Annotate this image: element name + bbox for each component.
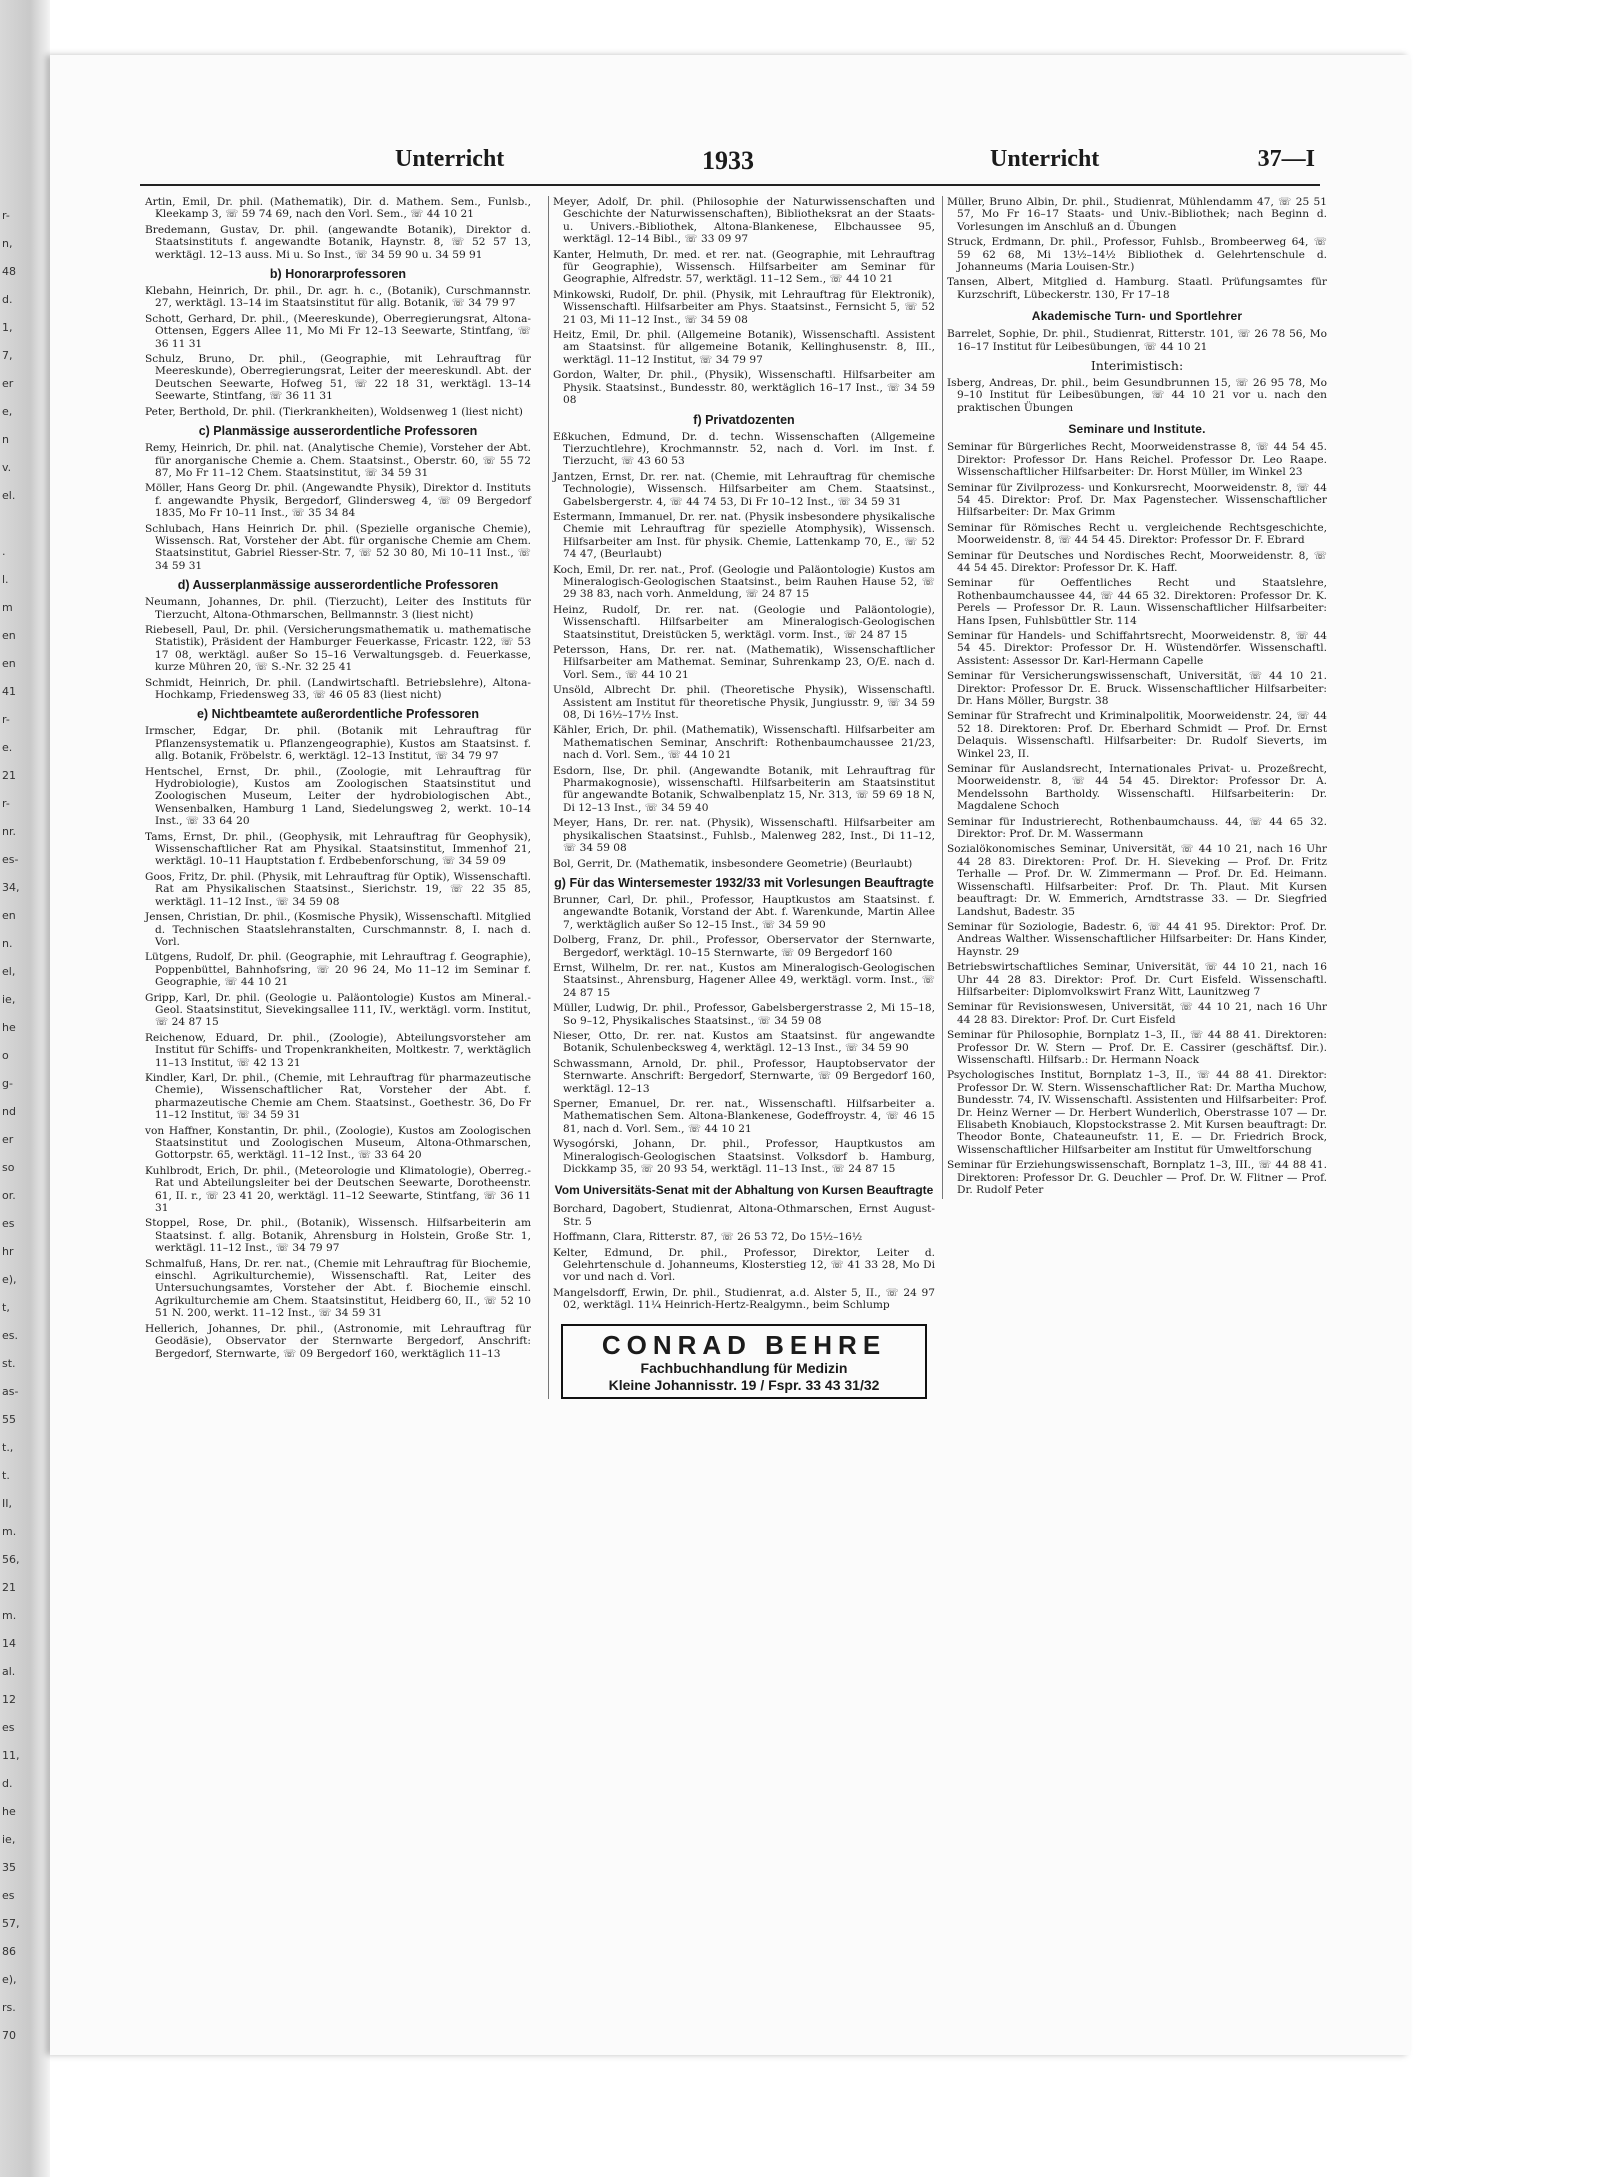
margin-fragment: nd [2, 1105, 16, 1118]
margin-fragment: 70 [2, 2029, 16, 2042]
directory-entry: Sozialökonomisches Seminar, Universität, ☏ 44 10 21, nach 16 Uhr 44 28 83. Direktoren: Prof. Dr. H. Sieveking — Prof. Dr. Fritz Terhalle — Prof. Dr. W. Zimmermann — Prof. Dr. Ed. Heimann. Wissenschaftl. Hilfsarbeiter: Prof. Dr. Th. Plaut. Mit Kursen beauftragt: Dr. W. Emmerich, Arndtstrasse 33. — Dr. Siegfried Landshut, Badestr. 35 [947, 843, 1327, 918]
margin-fragment: 48 [2, 265, 16, 278]
directory-entry: Peter, Berthold, Dr. phil. (Tierkrankheiten), Woldsenweg 1 (liest nicht) [145, 405, 523, 418]
directory-entry: Remy, Heinrich, Dr. phil. nat. (Analytische Chemie), Vorsteher der Abt. für anorganische Chemie a. Chem. Staatsinst., Oberstr. 60, ☏ 55 72 87, Mo Fr 11–12 Chem. Staatsinstitut, ☏ 34 59 31 [145, 442, 531, 479]
margin-fragment: e. [2, 741, 13, 754]
margin-fragment: n, [2, 237, 13, 250]
margin-fragment: 56, [2, 1553, 20, 1566]
directory-entry: Psychologisches Institut, Bornplatz 1–3, II., ☏ 44 88 41. Direktor: Professor Dr. W. Stern. Wissenschaftlicher Rat: Dr. Martha Muchow, Bundesstr. 74, IV. Wissenschaftl. Assistenten und Hilfsarbeiter: Prof. Dr. Heinz Werner — Dr. Herbert Wunderlich, Oberstrasse 107 — Dr. Elisabeth Knobiauch, Klopstockstrasse 2. Mit Kursen beauftragt: Dr. Theodor Bonte, Chateauneufstr. 11, E. — Dr. Friedrich Brock, Wissenschaftlicher Hilfsarbeiter am Institut für Umweltforschung [947, 1069, 1327, 1156]
directory-entry: Sperner, Emanuel, Dr. rer. nat., Wissenschaftl. Hilfsarbeiter a. Mathematischen Sem. Altona-Blankenese, Godeffroystr. 4, ☏ 46 15 81, nach d. Vorl. Sem., ☏ 44 10 21 [553, 1098, 935, 1135]
directory-entry: Seminar für Soziologie, Badestr. 6, ☏ 44 41 95. Direktor: Prof. Dr. Andreas Walther. Wissenschaftlicher Hilfsarbeiter: Dr. Hans Kinder, Haynstr. 29 [947, 920, 1327, 958]
margin-fragment: es [2, 1721, 15, 1734]
margin-fragment: r- [2, 713, 10, 726]
margin-fragment: 34, [2, 881, 20, 894]
margin-fragment: 11, [2, 1749, 20, 1762]
margin-fragment: 12 [2, 1693, 16, 1706]
margin-fragment: he [2, 1805, 16, 1818]
interim-label: Interimistisch: [1090, 358, 1184, 374]
margin-fragment: so [2, 1161, 15, 1174]
margin-fragment: l. [2, 573, 9, 586]
directory-entry: Schwassmann, Arnold, Dr. phil., Professor, Hauptobservator der Sternwarte. Anschrift: Bergedorf, Sternwarte, ☏ 09 Bergedorf 160, werktägl. 12–13 [553, 1057, 935, 1095]
column-right [942, 196, 1327, 1199]
directory-entry: Seminar für Oeffentliches Recht und Staatslehre, Rothenbaumchaussee 44, ☏ 44 65 32. Direktoren: Professor Dr. K. Perels — Professor Dr. R. Laun. Wissenschaftlicher Hilfsarbeiter: Hans Ipsen, Fuhlsbüttler Str. 114 [947, 577, 1327, 627]
directory-entry: Kähler, Erich, Dr. phil. (Mathematik), Wissenschaftl. Hilfsarbeiter am Mathematischen Seminar, Anschrift: Rothenbaumchaussee 21/23, nach d. Vorl. Sem., ☏ 44 10 21 [553, 724, 935, 762]
directory-entry: Hoffmann, Clara, Ritterstr. 87, ☏ 26 53 72, Do 15½–16½ [553, 1231, 863, 1244]
margin-fragment: g- [2, 1077, 13, 1090]
directory-entry: Schmidt, Heinrich, Dr. phil. (Landwirtschaftl. Betriebslehre), Altona-Hochkamp, Friedensweg 33, ☏ 46 05 83 (liest nicht) [145, 676, 531, 701]
directory-page [140, 84, 1327, 1964]
section-heading: b) Honorarprofessoren [269, 267, 407, 282]
margin-fragment: e), [2, 1273, 17, 1286]
margin-fragment: m [2, 601, 13, 614]
directory-entry: Lütgens, Rudolf, Dr. phil. (Geographie, mit Lehrauftrag f. Geographie), Poppenbüttel, Bahnhofsring, ☏ 20 96 24, Mo 11–12 im Seminar f. Geographie, ☏ 44 10 21 [145, 951, 531, 989]
directory-entry: Wysogórski, Johann, Dr. phil., Professor, Hauptkustos am Mineralogisch-Geologischen Staatsinst. Volksdorf b. Hamburg, Dickkamp 35, ☏ 20 93 54, werktägl. 11–13 Inst., ☏ 24 87 15 [553, 1138, 935, 1176]
section-heading: Akademische Turn- und Sportlehrer [1031, 309, 1243, 324]
directory-entry: Dolberg, Franz, Dr. phil., Professor, Oberservator der Sternwarte, Bergedorf, werktägl. 10–15 Sternwarte, ☏ 09 Bergedorf 160 [553, 934, 935, 959]
margin-fragment: n [2, 433, 9, 446]
directory-entry: Unsöld, Albrecht Dr. phil. (Theoretische Physik), Wissenschaftl. Assistent am Institut für theoretische Physik, Jungiusstr. 9, ☏ 34 59 08, Di 16½–17½ Inst. [553, 684, 935, 722]
margin-fragment: r- [2, 797, 10, 810]
margin-fragment: t, [2, 1301, 10, 1314]
directory-entry: Petersson, Hans, Dr. rer. nat. (Mathematik), Wissenschaftlicher Hilfsarbeiter am Mathemat. Seminar, Suhrenkamp 23, O/E. nach d. Vorl. Sem., ☏ 44 10 21 [553, 644, 935, 681]
margin-fragment: en [2, 909, 16, 922]
header-right-title: Unterricht [990, 146, 1100, 172]
directory-entry: Kelter, Edmund, Dr. phil., Professor, Direktor, Leiter d. Gelehrtenschule d. Johanneums, Klosterstieg 12, ☏ 41 33 28, Mo Di vor und nach d. Vorl. [553, 1246, 935, 1284]
directory-entry: Meyer, Hans, Dr. rer. nat. (Physik), Wissenschaftl. Hilfsarbeiter am physikalischen Staatsinst., Fuhlsb., Malenweg 282, Inst., Di 11–12, ☏ 34 59 08 [553, 817, 935, 855]
directory-entry: Barrelet, Sophie, Dr. phil., Studienrat, Ritterstr. 101, ☏ 26 78 56, Mo 16–17 Institut für Leibesübungen, ☏ 44 10 21 [947, 328, 1327, 353]
margin-fragment: 7, [2, 349, 13, 362]
margin-fragment: d. [2, 293, 13, 306]
directory-entry: Gordon, Walter, Dr. phil., (Physik), Wissenschaftl. Hilfsarbeiter am Physik. Staatsinst., Bundesstr. 80, werktäglich 16–17 Inst., ☏ 34 59 08 [553, 369, 935, 407]
directory-entry: Seminar für Bürgerliches Recht, Moorweidenstrasse 8, ☏ 44 54 45. Direktor: Professor Dr. Hans Reichel. Professor Dr. Leo Raape. Wissenschaftlicher Hilfsarbeiter: Dr. Horst Müller, im Winkel 23 [947, 441, 1327, 479]
section-heading: d) Ausserplanmässige ausserordentliche Professoren [177, 578, 499, 593]
margin-fragment: 57, [2, 1917, 20, 1930]
margin-fragment: or. [2, 1189, 16, 1202]
directory-entry: Kuhlbrodt, Erich, Dr. phil., (Meteorologie und Klimatologie), Oberreg.-Rat und Abteilungsleiter bei der Deutschen Seewarte, Dorotheenstr. 61, II. r., ☏ 23 41 20, werktägl. 11–12 Seewarte, Stintfang, ☏ 36 11 31 [145, 1164, 531, 1215]
directory-entry: Goos, Fritz, Dr. phil. (Physik, mit Lehrauftrag für Optik), Wissenschaftl. Rat am Physikalischen Staatsinst., Sierichstr. 19, ☏ 22 35 85, werktägl. 11–12 Inst., ☏ 34 59 08 [145, 870, 531, 908]
directory-entry: Mangelsdorff, Erwin, Dr. phil., Studienrat, a.d. Alster 5, II., ☏ 24 97 02, werktägl. 11¼ Heinrich-Hertz-Realgymn., beim Schlump [553, 1286, 935, 1312]
directory-entry: Reichenow, Eduard, Dr. phil., (Zoologie), Abteilungsvorsteher am Institut für Schiffs- und Tropenkrankheiten, Moltkestr. 7, werktäglich 11–13 Institut, ☏ 42 13 21 [145, 1031, 531, 1069]
column-left [145, 196, 531, 1363]
running-header [140, 144, 1320, 186]
margin-fragment: 1, [2, 321, 13, 334]
directory-entry: Betriebswirtschaftliches Seminar, Universität, ☏ 44 10 21, nach 16 Uhr 44 28 83. Direktor: Prof. Dr. Curt Eisfeld. Wissenschaftl. Hilfsarbeiter: Diplomvolkswirt Franz Witt, Launitzweg 7 [947, 961, 1327, 998]
directory-entry: Artin, Emil, Dr. phil. (Mathematik), Dir. d. Mathem. Sem., Funlsb., Kleekamp 3, ☏ 59 74 69, nach den Vorl. Sem., ☏ 44 10 21 [145, 196, 531, 221]
directory-entry: Schulz, Bruno, Dr. phil., (Geographie, mit Lehrauftrag für Meereskunde), Oberregierungsrat, Leiter der meereskundl. Abt. der Deutschen Seewarte, Hofweg 51, ☏ 22 18 31, werktägl. 13–14 Seewarte, Stintfang, ☏ 36 11 31 [145, 353, 531, 403]
margin-fragment: st. [2, 1357, 16, 1370]
directory-entry: Bol, Gerrit, Dr. (Mathematik, insbesondere Geometrie) (Beurlaubt) [553, 857, 913, 870]
directory-entry: Seminar für Handels- und Schiffahrtsrecht, Moorweidenstr. 8, ☏ 44 54 45. Direktor: Professor Dr. H. Wüstendörfer. Wissenschaftl. Assistent: Assessor Dr. Karl-Hermann Capelle [947, 629, 1327, 667]
directory-entry: Müller, Bruno Albin, Dr. phil., Studienrat, Mühlendamm 47, ☏ 25 51 57, Mo Fr 16–17 Staats- und Univ.-Bibliothek; nach Beginn d. Vorlesungen im Anschluß an d. Übungen [947, 196, 1327, 233]
directory-entry: Eßkuchen, Edmund, Dr. d. techn. Wissenschaften (Allgemeine Tierzuchtlehre), Krochmannstr. 52, nach d. Vorl. im Inst. f. Tierzucht, ☏ 43 60 53 [553, 430, 935, 468]
margin-fragment: m. [2, 1609, 17, 1622]
directory-entry: Schmalfuß, Hans, Dr. rer. nat., (Chemie mit Lehrauftrag für Biochemie, einschl. Agrikulturchemie), Wissenschaftl. Rat, Leiter des Untersuchungsamtes, Vorsteher der Abt. f. Biochemie einschl. Agrikulturchemie am Chem. Staatsinstitut, Heidberg 60, II., ☏ 52 10 51 N. 200, werkt. 11–12 Inst., ☏ 34 59 31 [145, 1257, 531, 1320]
section-heading: e) Nichtbeamtete außerordentliche Professoren [196, 707, 480, 722]
directory-entry: Seminar für Philosophie, Bornplatz 1–3, II., ☏ 44 88 41. Direktoren: Professor Dr. W. Stern — Prof. Dr. E. Cassirer (geschäftsf. Dir.). Wissenschaftl. Hilfsarb.: Dr. Hermann Noack [947, 1029, 1327, 1066]
directory-entry: Minkowski, Rudolf, Dr. phil. (Physik, mit Lehrauftrag für Elektronik), Wissenschaftl. Hilfsarbeiter am Phys. Staatsinst., Fernsicht 5, ☏ 52 21 03, Mi 11–12 Inst., ☏ 34 59 08 [553, 288, 935, 326]
margin-fragment: nr. [2, 825, 16, 838]
directory-entry: Borchard, Dagobert, Studienrat, Altona-Othmarschen, Ernst August-Str. 5 [553, 1203, 935, 1228]
directory-entry: Meyer, Adolf, Dr. phil. (Philosophie der Naturwissenschaften und Geschichte der Naturwissenschaften), Bibliotheksrat an der Staats- u. Univers.-Bibliothek, Altona-Blankenese, Elbchaussee 95, werktägl. 12–14 Bibl., ☏ 33 09 97 [553, 196, 935, 246]
margin-fragment: en [2, 657, 16, 670]
directory-entry: Tansen, Albert, Mitglied d. Hamburg. Staatl. Prüfungsamtes für Kurzschrift, Lübeckerstr. 130, Fr 17–18 [947, 276, 1327, 301]
margin-fragment: as- [2, 1385, 19, 1398]
margin-fragment: hr [2, 1245, 14, 1258]
margin-fragment: el. [2, 489, 16, 502]
section-heading: c) Planmässige ausserordentliche Professoren [198, 424, 478, 439]
directory-entry: Estermann, Immanuel, Dr. rer. nat. (Physik insbesondere physikalische Chemie mit Lehrauftrag für spezielle Atomphysik), Wissensch. Hilfsarbeiter am Inst. für physik. Chemie, Lattenkamp 70, E., ☏ 52 74 47, (Beurlaubt) [553, 510, 935, 561]
section-heading: Seminare und Institute. [1068, 422, 1206, 437]
margin-fragment: m. [2, 1525, 17, 1538]
directory-entry: Kanter, Helmuth, Dr. med. et rer. nat. (Geographie, mit Lehrauftrag für Geographie), Wissensch. Hilfsarbeiter am Seminar für Geographie, Alfredstr. 57, werktägl. 11–12 Sem., ☏ 44 10 21 [553, 248, 935, 286]
margin-fragment: er [2, 377, 14, 390]
header-year: 1933 [702, 146, 754, 175]
margin-fragment: es- [2, 853, 19, 866]
margin-fragment: 41 [2, 685, 16, 698]
directory-entry: Möller, Hans Georg Dr. phil. (Angewandte Physik), Direktor d. Instituts f. angewandte Physik, Bergedorf, Glindersweg 4, ☏ 09 Bergedorf 1835, Mo Fr 10–11 Inst., ☏ 35 34 84 [145, 482, 531, 520]
margin-fragment: d. [2, 1777, 13, 1790]
margin-fragment: 55 [2, 1413, 16, 1426]
directory-entry: Tams, Ernst, Dr. phil., (Geophysik, mit Lehrauftrag für Geophysik), Wissenschaftlicher Rat am Physikal. Staatsinstitut, Immenhof 21, werktägl. 10–11 Hauptstation f. Erdbebenforschung, ☏ 34 59 09 [145, 830, 531, 868]
directory-entry: Struck, Erdmann, Dr. phil., Professor, Fuhlsb., Brombeerweg 64, ☏ 59 62 68, Mi 13½–14½ Bibliothek d. Gelehrtenschule d. Johanneums (Maria Louisen-Str.) [947, 236, 1327, 274]
margin-fragment: en [2, 629, 16, 642]
margin-fragment: 21 [2, 1581, 16, 1594]
directory-entry: Müller, Ludwig, Dr. phil., Professor, Gabelsbergerstrasse 2, Mi 15–18, So 9–12, Physikalisches Staatsinst., ☏ 34 59 08 [553, 1002, 935, 1027]
directory-entry: Bredemann, Gustav, Dr. phil. (angewandte Botanik), Direktor d. Staatsinstituts f. angewandte Botanik, Haynstr. 8, ☏ 52 57 13, werktägl. 12–13 auss. Mi u. So Inst., ☏ 34 59 90 u. 34 59 91 [145, 223, 531, 261]
bookshop-advertisement [561, 1324, 927, 1399]
directory-entry: Seminar für Versicherungswissenschaft, Universität, ☏ 44 10 21. Direktor: Professor Dr. E. Bruck. Wissenschaftlicher Hilfsarbeiter: Dr. Hans Möller, Burgstr. 38 [947, 670, 1327, 707]
margin-fragment: r- [2, 209, 10, 222]
margin-fragment: er [2, 1133, 14, 1146]
margin-fragment: rs. [2, 2001, 16, 2014]
directory-entry: Nieser, Otto, Dr. rer. nat. Kustos am Staatsinst. für angewandte Botanik, Schulenbecksweg 4, werktägl. 12–13 Inst., ☏ 34 59 90 [553, 1029, 935, 1055]
directory-entry: Schlubach, Hans Heinrich Dr. phil. (Spezielle organische Chemie), Wissensch. Rat, Vorsteher der Abt. für organische Chemie am Chem. Staatsinstitut, Gabriel Riesser-Str. 7, ☏ 52 30 80, Mi 10–11 Inst., ☏ 34 59 31 [145, 522, 531, 572]
directory-entry: Seminar für Römisches Recht u. vergleichende Rechtsgeschichte, Moorweidenstr. 8, ☏ 44 54 45. Direktor: Professor Dr. F. Ebrard [947, 521, 1327, 547]
directory-entry: von Haffner, Konstantin, Dr. phil., (Zoologie), Kustos am Zoologischen Staatsinstitut und Zoologischen Museum, Altona-Othmarschen, Gottorpstr. 65, werktägl. 11–12 Inst., ☏ 33 64 20 [145, 1124, 531, 1162]
directory-entry: Ernst, Wilhelm, Dr. rer. nat., Kustos am Mineralogisch-Geologischen Staatsinst., Ahrensburg, Hagener Allee 49, werktägl. vorm. Inst., ☏ 24 87 15 [553, 961, 935, 999]
margin-fragment: ie, [2, 993, 16, 1006]
margin-fragment: al. [2, 1665, 16, 1678]
directory-entry: Seminar für Revisionswesen, Universität, ☏ 44 10 21, nach 16 Uhr 44 28 83. Direktor: Prof. Dr. Curt Eisfeld [947, 1001, 1327, 1026]
header-left-title: Unterricht [395, 146, 505, 172]
directory-entry: Seminar für Erziehungswissenschaft, Bornplatz 1–3, III., ☏ 44 88 41. Direktoren: Professor Dr. G. Deuchler — Prof. Dr. W. Flitner — Prof. Dr. Rudolf Peter [947, 1159, 1327, 1197]
directory-entry: Heitz, Emil, Dr. phil. (Allgemeine Botanik), Wissenschaftl. Assistent am Staatsinst. für allgemeine Botanik, Kellinghusenstr. 8, III., werktägl. 11–12 Institut, ☏ 34 79 97 [553, 329, 935, 366]
margin-fragment: es [2, 1217, 15, 1230]
margin-fragment: es. [2, 1329, 18, 1342]
margin-fragment: he [2, 1021, 16, 1034]
directory-entry: Seminar für Auslandsrecht, Internationales Privat- u. Prozeßrecht, Moorweidenstr. 8, ☏ 44 54 45. Direktor: Professor Dr. A. Mendelssohn Bartholdy. Wissenschaftl. Hilfsarbeiterin: Dr. Magdalene Schoch [947, 763, 1327, 813]
scan-left-margin [0, 0, 50, 2177]
ad-address: Kleine Johannisstr. 19 / Fspr. 33 43 31/32 [608, 1376, 880, 1393]
margin-fragment: 14 [2, 1637, 16, 1650]
page-number: 37—I [1257, 146, 1315, 172]
margin-fragment: v. [2, 461, 12, 474]
ad-company-name: CONRAD BEHRE [601, 1329, 887, 1360]
directory-entry: Kindler, Karl, Dr. phil., (Chemie, mit Lehrauftrag für pharmazeutische Chemie), Wissenschaftlicher Rat, Vorsteher der Abt. f. pharmazeutische Chemie am Chem. Staatsinst., Goethestr. 36, Do Fr 11–12 Institut, ☏ 34 59 31 [145, 1071, 531, 1122]
directory-entry: Isberg, Andreas, Dr. phil., beim Gesundbrunnen 15, ☏ 26 95 78, Mo 9–10 Institut für Leibesübungen, ☏ 44 10 21 vor u. nach den praktischen Übungen [947, 377, 1327, 414]
section-heading: g) Für das Wintersemester 1932/33 mit Vorlesungen Beauftragte [554, 875, 934, 890]
directory-entry: Koch, Emil, Dr. rer. nat., Prof. (Geologie und Paläontologie) Kustos am Mineralogisch-Geologischen Staatsinst., beim Rauhen Hause 52, ☏ 29 38 83, nach vorh. Anmeldung, ☏ 24 87 15 [553, 563, 935, 601]
margin-fragment: t., [2, 1441, 14, 1454]
margin-fragment: o [2, 1049, 9, 1062]
column-middle [548, 196, 935, 1399]
margin-fragment: e), [2, 1973, 17, 1986]
margin-fragment: II, [2, 1497, 12, 1510]
directory-entry: Hellerich, Johannes, Dr. phil., (Astronomie, mit Lehrauftrag für Geodäsie), Observator der Sternwarte Bergedorf, Anschrift: Bergedorf, Sternwarte, ☏ 09 Bergedorf 160, werktäglich 11–13 [145, 1322, 531, 1360]
margin-fragment: es [2, 1889, 15, 1902]
directory-entry: Brunner, Carl, Dr. phil., Professor, Hauptkustos am Staatsinst. f. angewandte Botanik, Vorstand der Abt. f. Warenkunde, Martin Allee 7, werktäglich außer So 12–15 Inst., ☏ 34 59 90 [553, 893, 935, 931]
margin-fragment: el, [2, 965, 16, 978]
directory-entry: Klebahn, Heinrich, Dr. phil., Dr. agr. h. c., (Botanik), Curschmannstr. 27, werktägl. 13–14 im Staatsinstitut für allg. Botanik, ☏ 34 79 97 [145, 285, 531, 310]
directory-entry: Neumann, Johannes, Dr. phil. (Tierzucht), Leiter des Instituts für Tierzucht, Altona-Othmarschen, Bellmannstr. 3 (liest nicht) [145, 596, 531, 621]
directory-entry: Seminar für Zivilprozess- und Konkursrecht, Moorweidenstr. 8, ☏ 44 54 45. Direktor: Prof. Dr. Max Pagenstecher. Wissenschaftlicher Hilfsarbeiter: Dr. Max Grimm [947, 481, 1327, 519]
directory-entry: Schott, Gerhard, Dr. phil., (Meereskunde), Oberregierungsrat, Altona-Ottensen, Eggers Allee 11, Mo Mi Fr 12–13 Seewarte, Stintfang, ☏ 36 11 31 [145, 312, 531, 350]
margin-fragment: n. [2, 937, 13, 950]
directory-entry: Riebesell, Paul, Dr. phil. (Versicherungsmathematik u. mathematische Statistik), Präsident der Hamburger Feuerkasse, Fricastr. 122, ☏ 53 17 08, werktägl. außer So 15–16 Verwaltungsgeb. d. Feuerkasse, kurze Mühren 20, ☏ S.-Nr. 32 25 41 [145, 623, 531, 674]
directory-entry: Seminar für Industrierecht, Rothenbaumchauss. 44, ☏ 44 65 32. Direktor: Prof. Dr. M. Wassermann [947, 815, 1327, 841]
directory-entry: Heinz, Rudolf, Dr. rer. nat. (Geologie und Paläontologie), Wissenschaftl. Hilfsarbeiter am Mineralogisch-Geologischen Staatsinstitut, Dreistücken 5, werktägl. vorm. Inst., ☏ 24 87 15 [553, 603, 935, 641]
ad-subtitle: Fachbuchhandlung für Medizin [640, 1359, 848, 1376]
margin-fragment: e, [2, 405, 13, 418]
section-heading: Vom Universitäts-Senat mit der Abhaltung von Kursen Beauftragte [554, 1183, 934, 1198]
directory-entry: Jensen, Christian, Dr. phil., (Kosmische Physik), Wissenschaftl. Mitglied d. Technischen Staatslehranstalten, Curschmannstr. 8, I. nach d. Vorl. [145, 911, 531, 948]
directory-entry: Irmscher, Edgar, Dr. phil. (Botanik mit Lehrauftrag für Pflanzensystematik u. Pflanzengeographie), Kustos am Staatsinst. f. allg. Botanik, Fröbelstr. 6, werktägl. 12–13 Institut, ☏ 34 79 97 [145, 725, 531, 763]
directory-entry: Hentschel, Ernst, Dr. phil., (Zoologie, mit Lehrauftrag für Hydrobiologie), Kustos am Zoologischen Staatsinstitut und Zoologischen Museum, Leiter der hydrobiologischen Abt., Wensenbalken, Hamburg 1 Land, Siedelungsweg 2, werkt. 10–14 Inst., ☏ 33 64 20 [145, 765, 531, 828]
directory-entry: Stoppel, Rose, Dr. phil., (Botanik), Wissensch. Hilfsarbeiterin am Staatsinst. f. allg. Botanik, Ahrensburg in Holstein, Große Str. 1, werktägl. 11–12 Inst., ☏ 34 79 97 [145, 1217, 531, 1255]
section-heading: f) Privatdozenten [693, 412, 795, 427]
directory-entry: Esdorn, Ilse, Dr. phil. (Angewandte Botanik, mit Lehrauftrag für Pharmakognosie), wissenschaftl. Hilfsarbeiterin am Staatsinstitut für angewandte Botanik, Schwalbenplatz 15, Nr. 313, ☏ 59 69 18 N, Di 12–13 Inst., ☏ 34 59 40 [553, 764, 935, 814]
directory-entry: Seminar für Deutsches und Nordisches Recht, Moorweidenstr. 8, ☏ 44 54 45. Direktor: Professor Dr. K. Haff. [947, 549, 1327, 574]
margin-fragment: t. [2, 1469, 10, 1482]
margin-fragment: 86 [2, 1945, 16, 1958]
directory-entry: Gripp, Karl, Dr. phil. (Geologie u. Paläontologie) Kustos am Mineral.-Geol. Staatsinstitut, Sievekingsallee 111, IV., werktägl. vorm. Institut, ☏ 24 87 15 [145, 991, 531, 1029]
directory-entry: Seminar für Strafrecht und Kriminalpolitik, Moorweidenstr. 24, ☏ 44 52 18. Direktoren: Prof. Dr. Eberhard Schmidt — Prof. Dr. Ernst Delaquis. Wissenschaftl. Hilfsarbeiter: Dr. Rudolf Sieverts, im Winkel 23, II. [947, 710, 1327, 760]
margin-fragment: 35 [2, 1861, 16, 1874]
directory-entry: Jantzen, Ernst, Dr. rer. nat. (Chemie, mit Lehrauftrag für chemische Technologie), Wissensch. Hilfsarbeiter am Chem. Staatsinst., Gabelsbergerstr. 4, ☏ 44 74 53, Di Fr 10–12 Inst., ☏ 34 59 31 [553, 470, 935, 508]
margin-fragment: 21 [2, 769, 16, 782]
margin-fragment: ie, [2, 1833, 16, 1846]
margin-fragment: . [2, 545, 6, 558]
